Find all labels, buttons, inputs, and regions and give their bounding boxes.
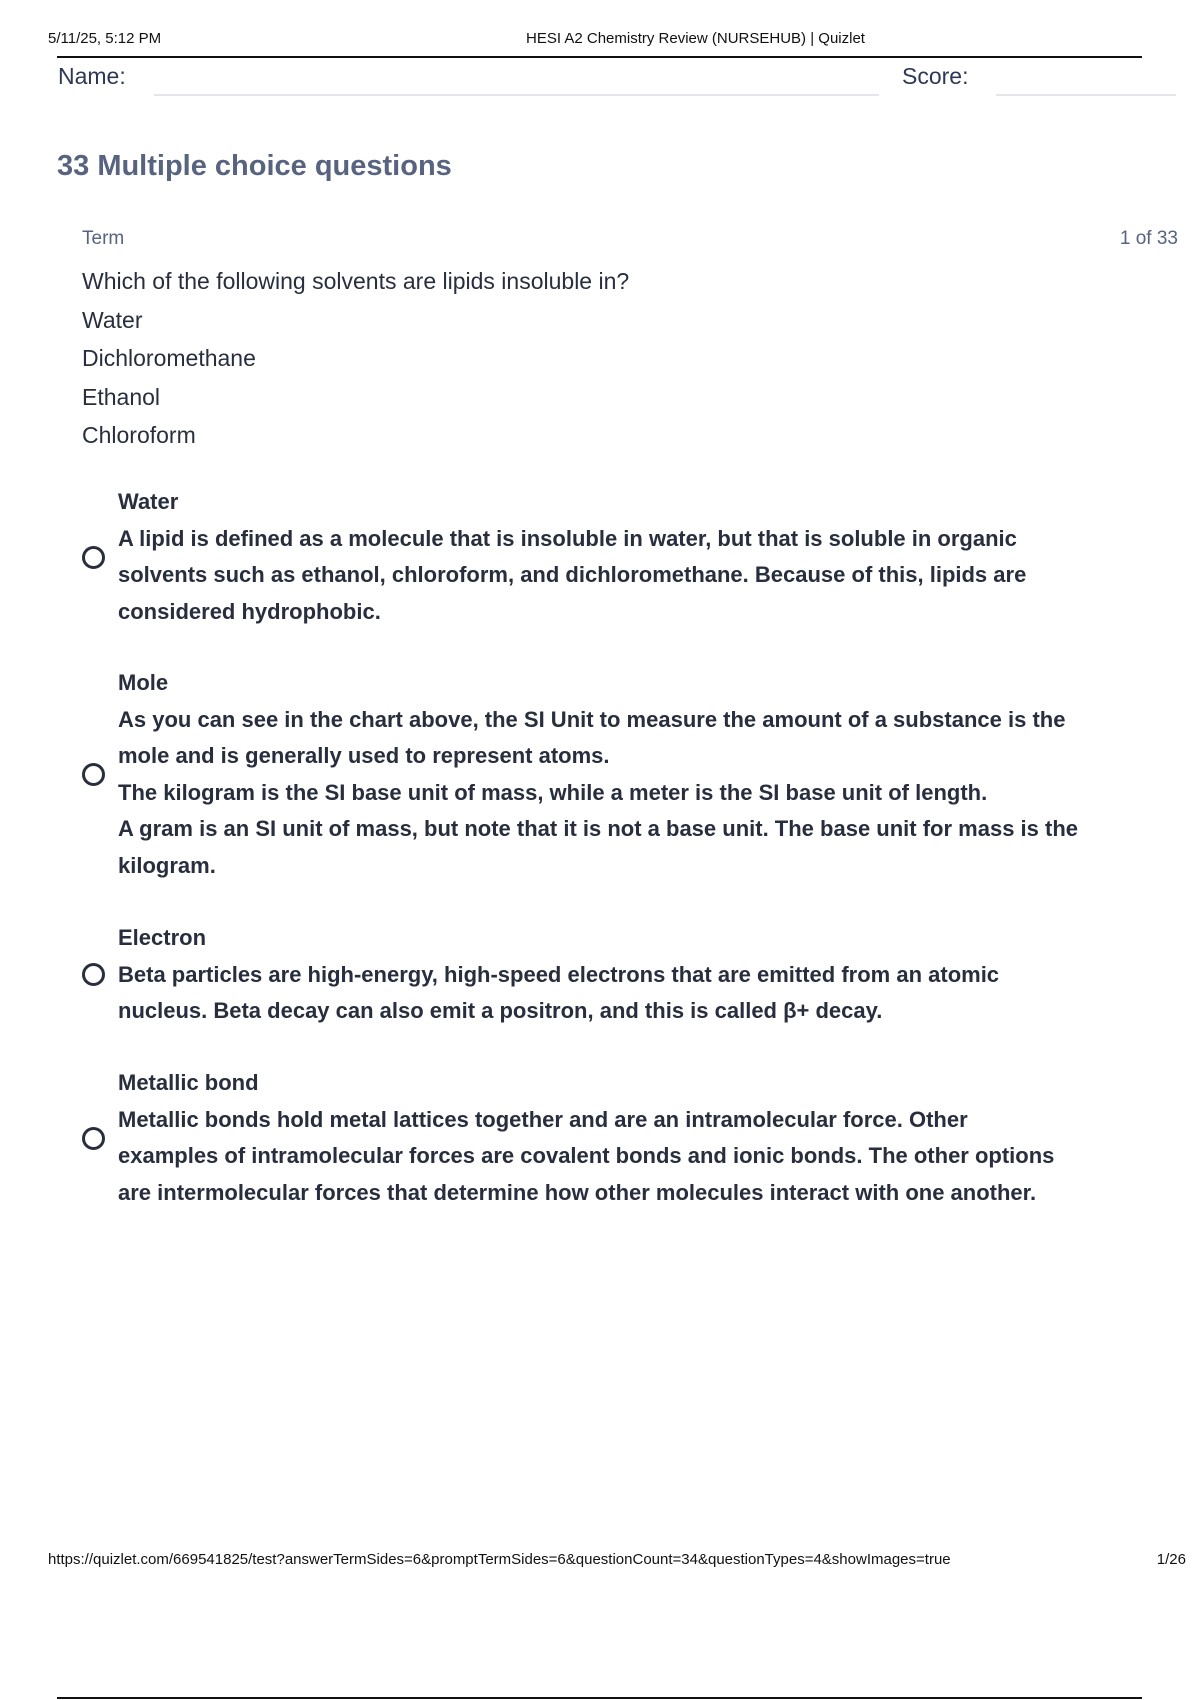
footer-page-number: 1/26 [1156,1551,1186,1568]
answer-option-title: Water [118,489,179,514]
answer-option-line: mole and is generally used to represent atoms. [118,743,610,768]
score-label: Score: [902,63,969,89]
answer-option-title: Metallic bond [118,1070,259,1095]
prompt-line: Ethanol [82,383,161,410]
footer-url: https://quizlet.com/669541825/test?answerTermSides=6&promptTermSides=6&questionCount=34&questionTypes=4&showImages=true [48,1551,951,1568]
prompt-line: Dichloromethane [82,345,256,371]
answer-option-title: Mole [118,670,169,695]
answer-option-title: Electron [118,925,207,950]
radio-button[interactable] [82,546,105,569]
answer-option-electron[interactable] [82,920,1142,1030]
question-counter: 1 of 33 [1119,228,1178,249]
radio-button[interactable] [82,763,105,786]
answer-option-line: As you can see in the chart above, the SI Unit to measure the amount of a substance is the [118,706,1066,732]
answer-option-content [118,484,1136,630]
term-label: Term [82,228,125,249]
answer-option-line: are intermolecular forces that determine how other molecules interact with one another. [118,1179,1037,1205]
answer-option-mole[interactable] [82,665,1142,884]
answer-option-line: Beta particles are high-energy, high-speed electrons that are emitted from an atomic [118,961,1000,987]
section-title: 33 Multiple choice questions [57,150,452,182]
print-date: 5/11/25, 5:12 PM [48,30,162,47]
radio-button[interactable] [82,1127,105,1150]
answer-option-line: solvents such as ethanol, chloroform, and dichloromethane. Because of this, lipids are [118,562,1027,587]
answer-option-line: Metallic bonds hold metal lattices together and are an intramolecular force. Other [118,1106,968,1132]
answer-option-line: A gram is an SI unit of mass, but note that it is not a base unit. The base unit for mass is the [118,816,1078,841]
answer-option-content [118,920,1136,1030]
answer-option-line: The kilogram is the SI base unit of mass, while a meter is the SI base unit of length. [118,779,988,805]
answer-option-line: considered hydrophobic. [118,598,381,624]
prompt-line: Chloroform [82,422,196,448]
prompt-line: Water [82,306,143,333]
answer-option-line: A lipid is defined as a molecule that is insoluble in water, but that is soluble in organic [118,525,1017,551]
answer-option-line: nucleus. Beta decay can also emit a positron, and this is called β+ decay. [118,998,883,1023]
answer-option-content [118,1065,1136,1211]
header-divider [57,56,1142,58]
answer-option-line: examples of intramolecular forces are covalent bonds and ionic bonds. The other options [118,1143,1055,1168]
bottom-divider [57,1697,1142,1699]
answer-option-content [118,665,1136,884]
name-field[interactable] [154,94,879,96]
answer-option-line: kilogram. [118,852,216,878]
name-label: Name: [58,63,126,89]
prompt-line: Which of the following solvents are lipids insoluble in? [82,268,630,294]
score-field[interactable] [996,94,1176,96]
question-prompt [82,266,1082,459]
print-title: HESI A2 Chemistry Review (NURSEHUB) | Quizlet [526,30,865,47]
answer-option-metallic-bond[interactable] [82,1065,1142,1211]
answer-option-water[interactable] [82,484,1142,630]
radio-button[interactable] [82,963,105,986]
